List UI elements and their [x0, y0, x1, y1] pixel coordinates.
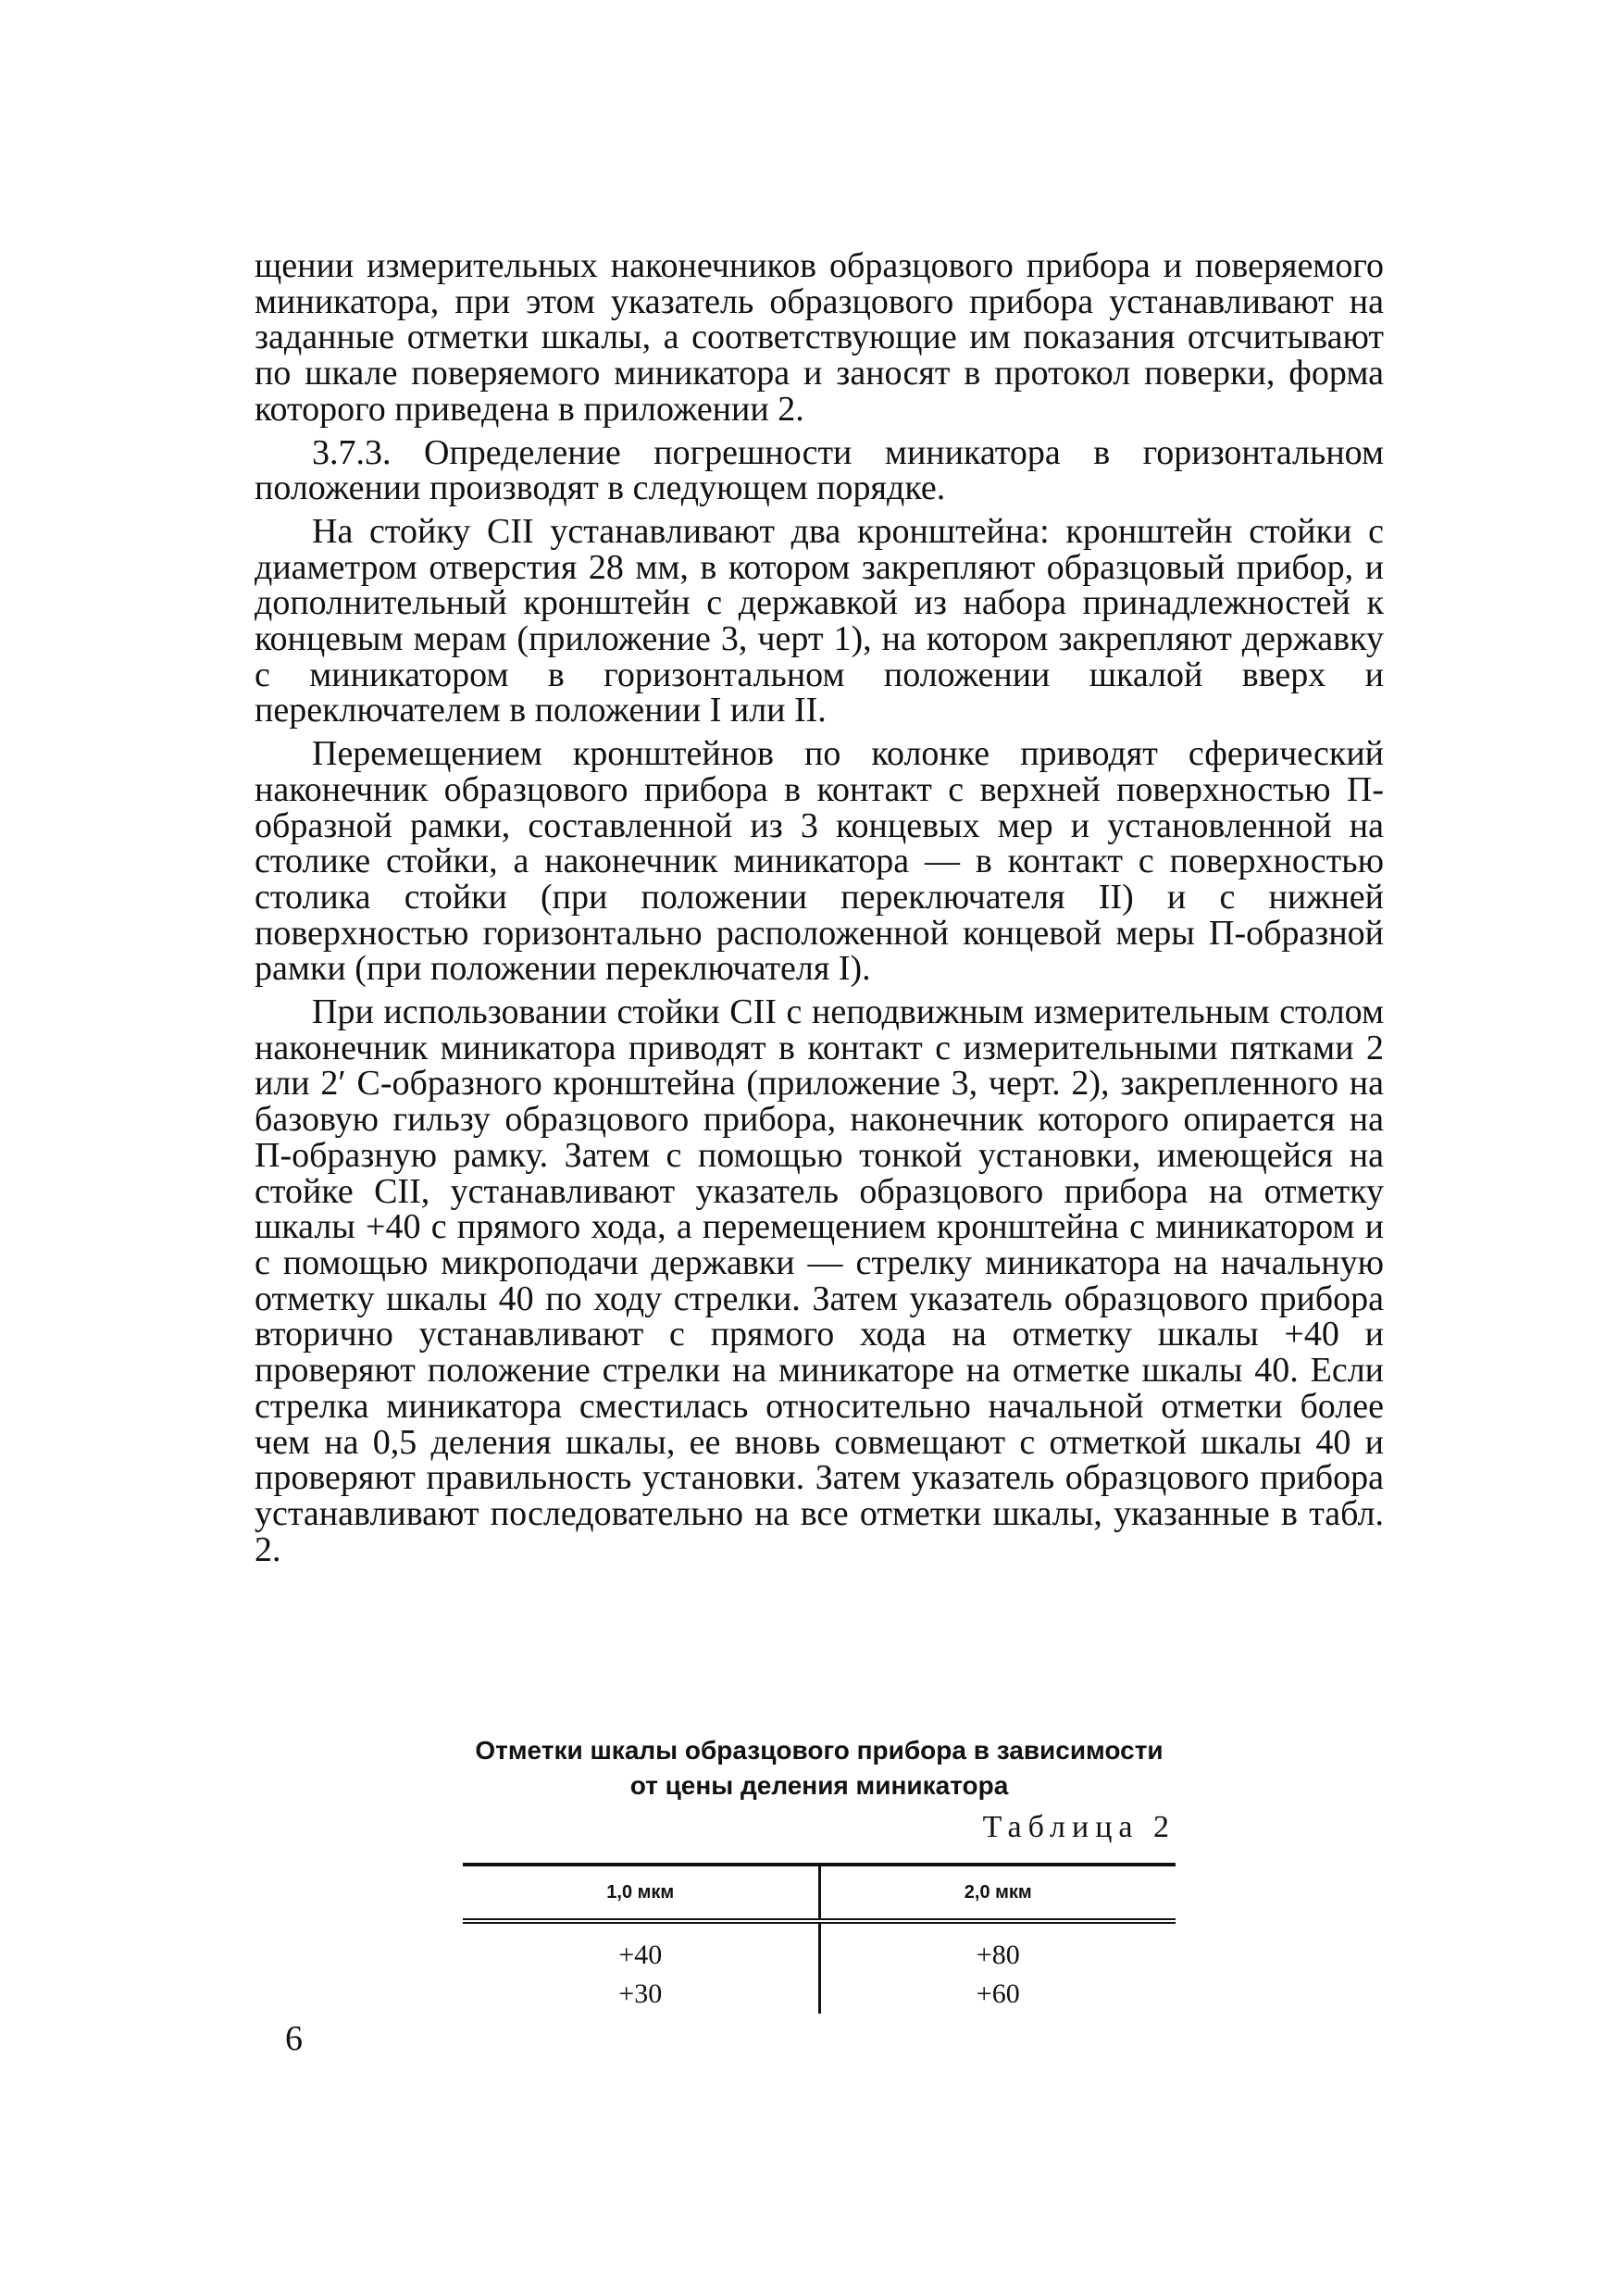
table-caption [255, 1733, 1384, 1803]
body-text [255, 248, 1384, 1567]
header-2-0-mkm: 2,0 мкм [819, 1865, 1176, 1921]
table-cell: +30 [463, 1975, 819, 2014]
table-label: Таблица 2 [982, 1810, 1176, 1844]
scale-marks-table [463, 1863, 1176, 2014]
table-caption-line-2: от цены деления миникатора [629, 1771, 1009, 1800]
paragraph-fixed-table: При использовании стойки СII с неподвижным измерительным столом наконечник миникатора приводят в контакт с измерительными пятками 2 или 2′ С-образного кронштейна (приложение 3, черт. 2), закрепленного на базовую гильзу образцового прибора, наконечник которого опирается на П-образную рамку. Затем с помощью тонкой установки, имеющейся на стойке СII, устанавливают указатель образцового прибора на отметку шкалы +40 с прямого хода, а перемещением кронштейна с миникатором и с помощью микроподачи державки — стрелку миникатора на начальную отметку шкалы 40 по ходу стрелки. Затем указатель образцового прибора вторично устанавливают с прямого хода на отметку шкалы +40 и проверяют положение стрелки на миникаторе на отметке шкалы 40. Если стрелка миникатора сместилась относительно начальной отметки более чем на 0,5 деления шкалы, ее вновь совмещают с отметкой шкалы 40 и проверяют правильность установки. Затем указатель образцового прибора устанавливают последовательно на все отметки шкалы, указанные в табл. 2. [255, 992, 1384, 1569]
table-caption-line-1: Отметки шкалы образцового прибора в зависимости [475, 1736, 1164, 1765]
paragraph-brackets: На стойку СII устанавливают два кронштейна: кронштейн стойки с диаметром отверстия 28 мм, в котором закрепляют образцовый прибор, и дополнительный кронштейн с державкой из набора принадлежностей к концевым мерам (приложение 3, черт 1), на котором закрепляют державку с миникатором в горизонтальном положении шкалой вверх и переключателем в положении I или II. [255, 511, 1384, 730]
paragraph-movement: Перемещением кронштейнов по колонке приводят сферический наконечник образцового прибора в контакт с верхней поверхностью П-образной рамки, составленной из 3 концевых мер и установленной на столике стойки, а наконечник миникатора — в контакт с поверхностью столика стойки (при положении переключателя II) и с нижней поверхностью горизонтально расположенной концевой меры П-образной рамки (при положении переключателя I). [255, 734, 1384, 989]
table-cell: +40 [463, 1921, 819, 1975]
table-row [463, 1921, 1176, 1975]
table-header-row [463, 1865, 1176, 1921]
page-number: 6 [285, 2019, 303, 2058]
table-cell: +80 [976, 1940, 1020, 1970]
paragraph-continuation: щении измерительных наконечников образцового прибора и поверяемого миникатора, при этом указатель образцового прибора устанавливают на заданные отметки шкалы, а соответствующие им показания отсчитывают по шкале поверяемого миникатора и заносят в протокол поверки, форма которого приведена в приложении 2. [255, 246, 1384, 429]
table-cell: +60 [976, 1978, 1020, 2009]
header-1-0-mkm: 1,0 мкм [463, 1865, 819, 1921]
table-row [463, 1975, 1176, 2014]
paragraph-section-3-7-3: 3.7.3. Определение погрешности миникатора в горизонтальном положении производят в следующем порядке. [255, 432, 1384, 508]
